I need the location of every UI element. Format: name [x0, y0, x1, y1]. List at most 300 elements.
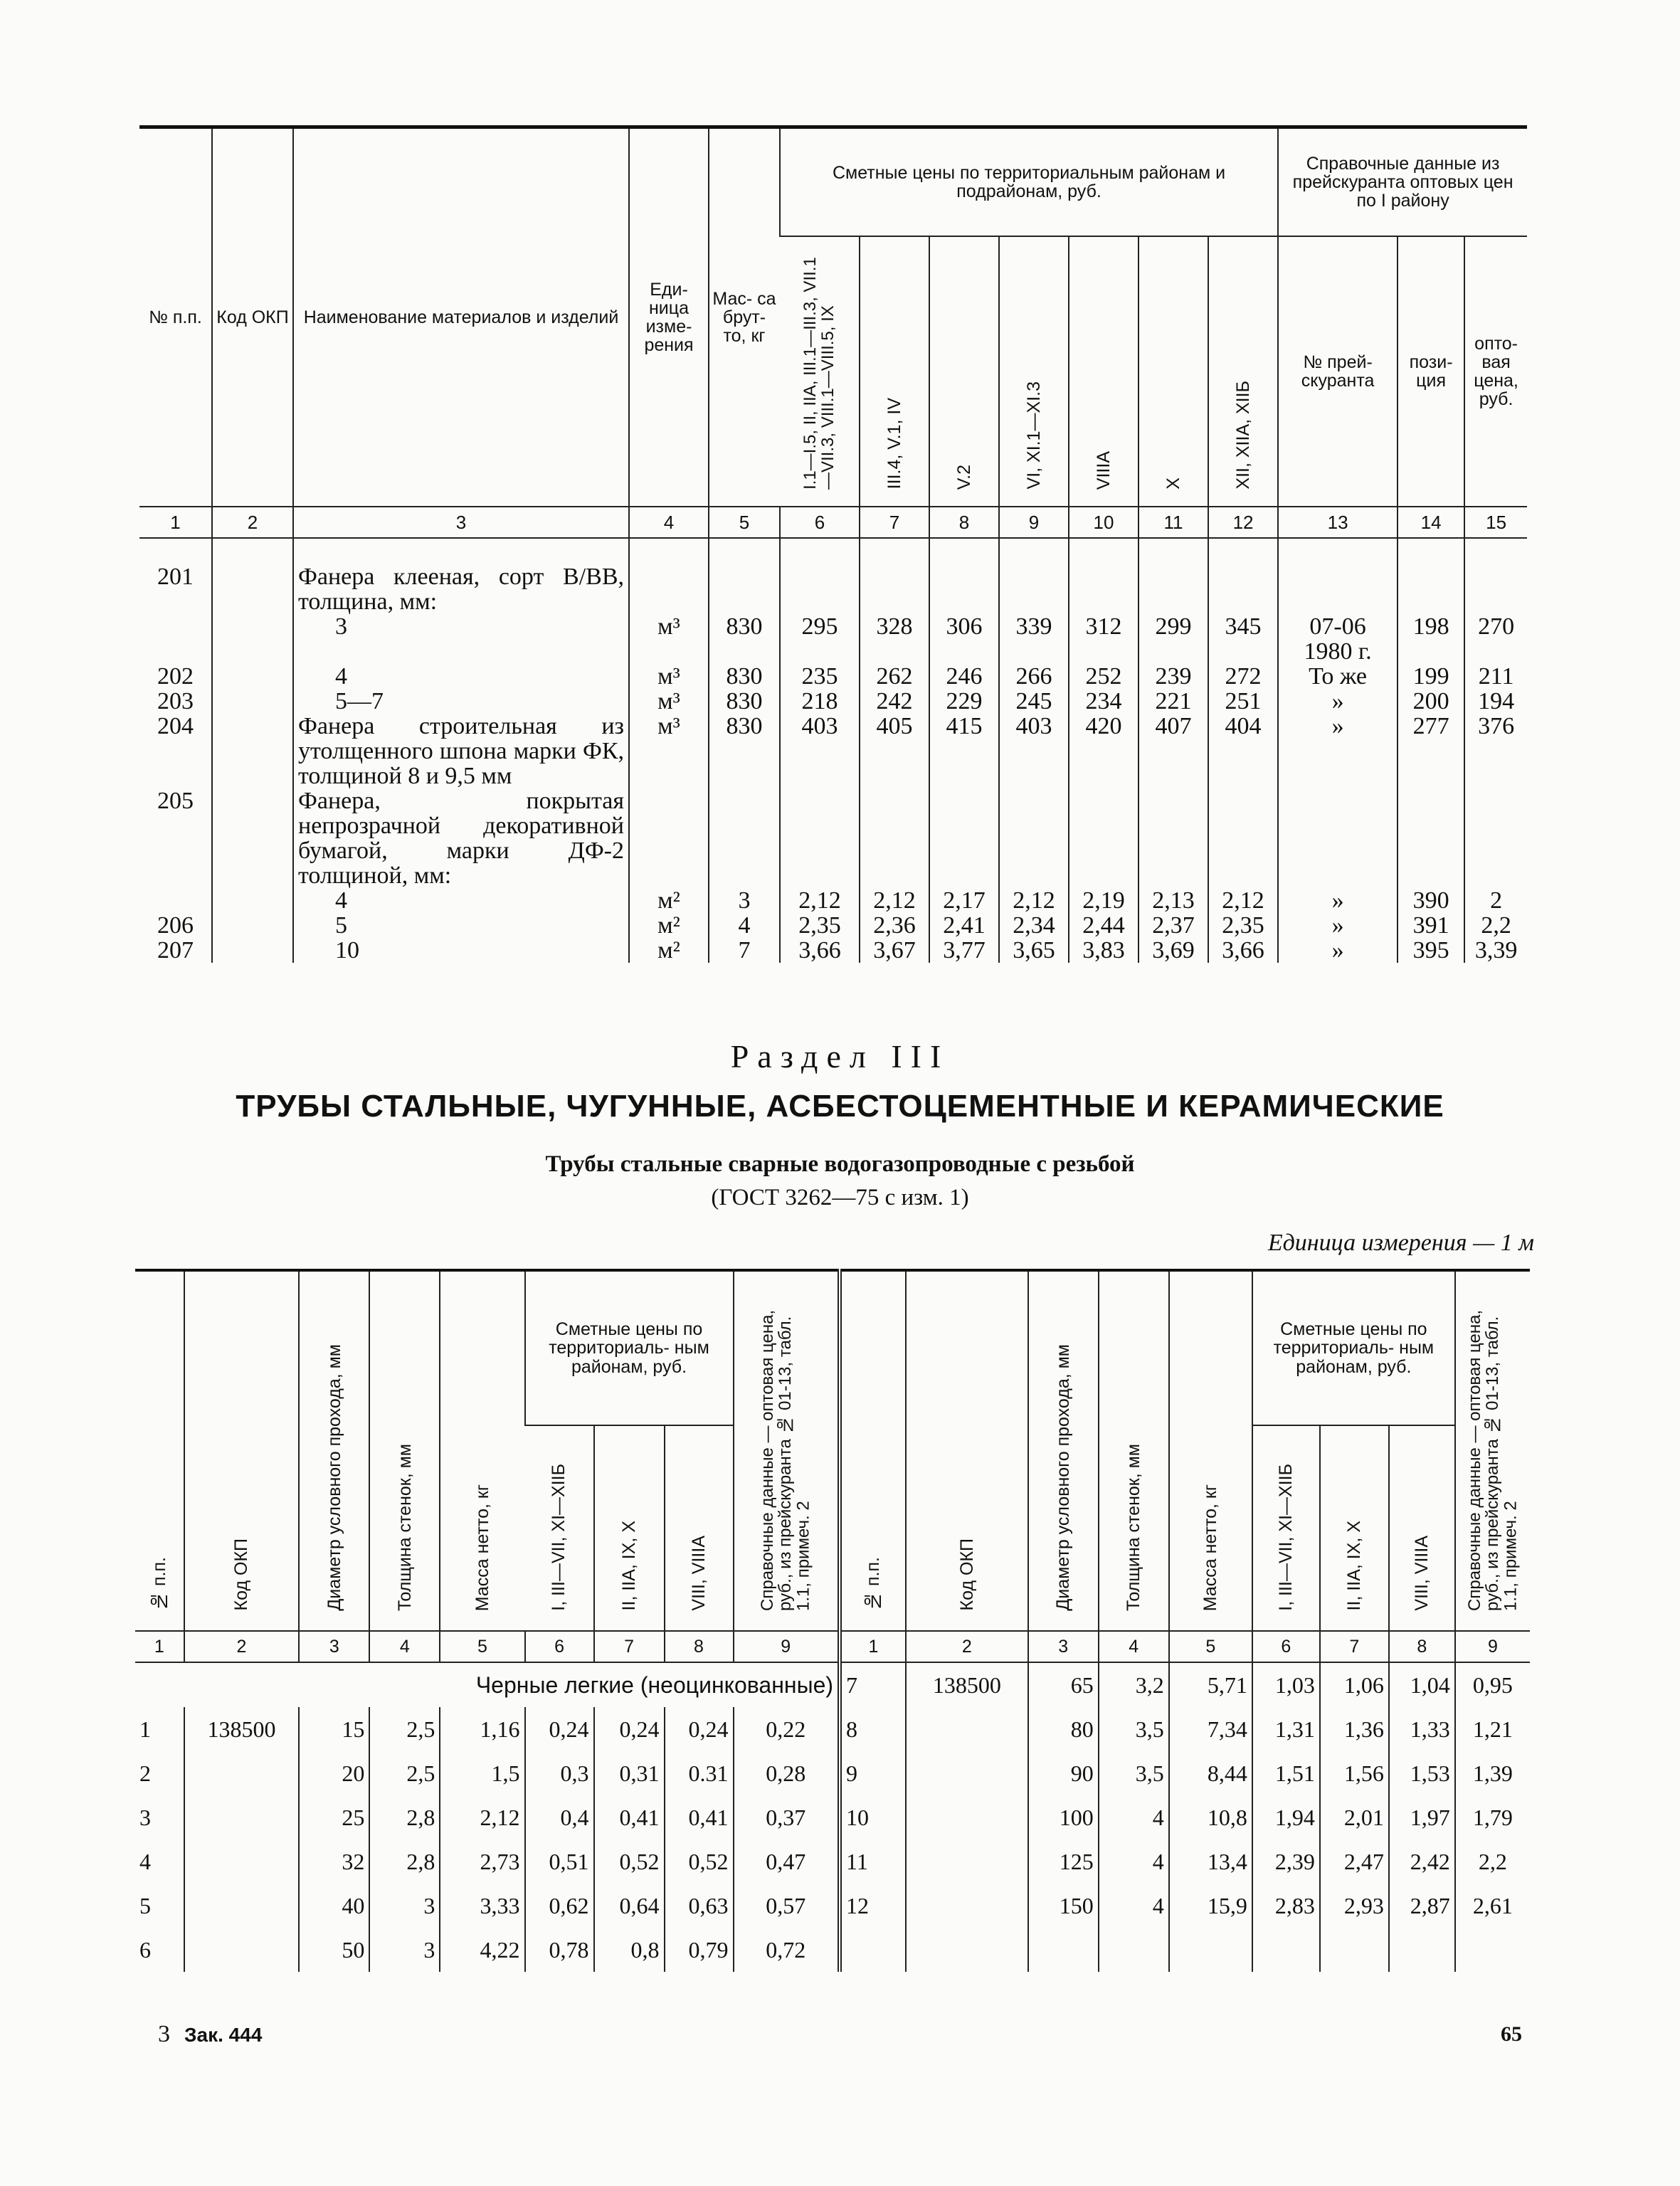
unit-cell: м²	[629, 888, 709, 913]
table-subtitle: Трубы стальные сварные водогазопроводные с резьбой	[545, 1151, 1135, 1177]
price-cell: 405	[860, 714, 929, 788]
price-cell: 2,17	[929, 888, 999, 913]
row-number: 206	[157, 912, 194, 939]
wall-cell: 3,2	[1099, 1662, 1169, 1707]
col-header-pricelist: № прей- скуранта	[1278, 236, 1398, 507]
mass-cell: 3,33	[440, 1884, 524, 1928]
col-header-name: Наименование материалов и изделий	[293, 127, 629, 507]
wholesale-cell	[1464, 564, 1527, 614]
okp-code	[212, 888, 293, 913]
price-cell: 3,67	[860, 938, 929, 963]
col-header-diameter: Диаметр условного прохода, мм	[299, 1270, 369, 1631]
table-row	[135, 1884, 1530, 1928]
section-title: ТРУБЫ СТАЛЬНЫЕ, ЧУГУННЫЕ, АСБЕСТОЦЕМЕНТНЫЕ И КЕРАМИЧЕСКИЕ	[236, 1089, 1444, 1124]
col-header-num: № п.п.	[139, 127, 212, 507]
diameter-cell: 125	[1028, 1839, 1099, 1884]
diameter-cell: 50	[299, 1928, 369, 1972]
position-cell: 198	[1398, 614, 1464, 664]
column-number: 3	[299, 1631, 369, 1662]
row-number: 8	[840, 1707, 906, 1751]
price-cell: 299	[1139, 614, 1208, 664]
price-cell: 0,8	[594, 1928, 665, 1972]
col-header-region: VIII, VIIIA	[665, 1425, 734, 1631]
column-number: 11	[1139, 507, 1208, 538]
unit-cell: м³	[629, 689, 709, 714]
wholesale-cell: 3,39	[1464, 938, 1527, 963]
price-cell	[860, 788, 929, 888]
col-header-diameter: Диаметр условного прохода, мм	[1028, 1270, 1099, 1631]
table-row	[135, 1795, 1530, 1839]
price-cell: 2,12	[1208, 888, 1278, 913]
price-cell: 1,04	[1389, 1662, 1455, 1707]
material-name: Фанера строительная из утолщенного шпона марки ФК, толщиной 8 и 9,5 мм	[293, 714, 629, 788]
wall-cell: 2,8	[369, 1795, 440, 1839]
column-number: 7	[860, 507, 929, 538]
price-cell: 235	[780, 664, 860, 689]
mass-cell: 15,9	[1169, 1884, 1252, 1928]
row-number: 1	[139, 1716, 151, 1742]
col-header-code: Код ОКП	[212, 127, 293, 507]
wholesale-cell: 194	[1464, 689, 1527, 714]
price-cell: 262	[860, 664, 929, 689]
column-number: 6	[1252, 1631, 1320, 1662]
col-header-mass: Масса нетто, кг	[440, 1270, 524, 1631]
col-header-wholesale: опто- вая цена, руб.	[1464, 236, 1527, 507]
col-header-region: I, III—VII, XI—XIIБ	[549, 1464, 569, 1611]
pricelist-cell: »	[1278, 938, 1398, 963]
price-cell: 229	[929, 689, 999, 714]
position-cell	[1398, 788, 1464, 888]
unit-cell: м²	[629, 938, 709, 963]
column-number: 3	[1028, 1631, 1099, 1662]
footer-sheet: 3 Зак. 444	[158, 2021, 263, 2047]
price-cell: 1,94	[1252, 1795, 1320, 1839]
reference-price-cell: 2,61	[1455, 1884, 1530, 1928]
column-number: 6	[525, 1631, 594, 1662]
price-cell: 295	[780, 614, 860, 664]
mass-cell: 3	[709, 888, 780, 913]
column-number: 6	[780, 507, 860, 538]
column-number: 1	[840, 1631, 906, 1662]
wholesale-cell	[1464, 788, 1527, 888]
mass-cell: 7	[709, 938, 780, 963]
okp-code	[212, 788, 293, 888]
unit-cell	[629, 788, 709, 888]
price-cell: 252	[1069, 664, 1139, 689]
price-cell: 2,47	[1320, 1839, 1389, 1884]
column-number-row	[135, 1631, 1530, 1662]
price-cell	[1069, 564, 1139, 614]
price-cell	[929, 788, 999, 888]
row-number: 203	[157, 688, 194, 714]
section-label: Раздел III	[730, 1038, 950, 1074]
price-cell: 242	[860, 689, 929, 714]
price-cell: 306	[929, 614, 999, 664]
column-number: 3	[293, 507, 629, 538]
col-header-wall: Толщина стенок, мм	[1099, 1270, 1169, 1631]
price-cell: 3,69	[1139, 938, 1208, 963]
price-cell: 1,03	[1252, 1662, 1320, 1707]
okp-code	[212, 564, 293, 614]
wall-cell: 2,5	[369, 1751, 440, 1795]
column-number: 5	[1169, 1631, 1252, 1662]
mass-cell: 8,44	[1169, 1751, 1252, 1795]
okp-code	[212, 689, 293, 714]
material-name: 4	[293, 888, 629, 913]
column-number: 8	[929, 507, 999, 538]
row-number: 11	[840, 1839, 906, 1884]
footer-order: Зак. 444	[184, 2024, 263, 2046]
reference-price-cell: 0,22	[734, 1707, 840, 1751]
diameter-cell: 25	[299, 1795, 369, 1839]
price-cell: 3,65	[999, 938, 1069, 963]
col-header-region: II, IIА, IX, X	[594, 1425, 665, 1631]
okp-code	[212, 664, 293, 689]
mass-cell: 13,4	[1169, 1839, 1252, 1884]
row-number	[139, 888, 212, 913]
price-cell	[1069, 788, 1139, 888]
mass-cell: 2,73	[440, 1839, 524, 1884]
pricelist-cell: »	[1278, 714, 1398, 788]
gost-reference: (ГОСТ 3262—75 с изм. 1)	[711, 1185, 969, 1210]
pricelist-cell: То же	[1278, 664, 1398, 689]
col-group-reference: Справочные данные из прейскуранта оптовых цен по I району	[1278, 127, 1527, 237]
col-header-region-6: X	[1139, 236, 1208, 507]
okp-code	[906, 1884, 1028, 1928]
material-name: 10	[293, 938, 629, 963]
column-number: 1	[139, 507, 212, 538]
wall-cell: 3	[369, 1928, 440, 1972]
price-cell: 3,83	[1069, 938, 1139, 963]
row-number: 9	[840, 1751, 906, 1795]
row-number: 7	[840, 1662, 906, 1707]
price-cell: 3,77	[929, 938, 999, 963]
okp-code	[212, 913, 293, 938]
col-header-code: Код ОКП	[184, 1270, 300, 1631]
row-number: 207	[157, 937, 194, 963]
table-row	[139, 664, 1527, 689]
price-cell: 272	[1208, 664, 1278, 689]
price-cell: 0,64	[594, 1884, 665, 1928]
price-cell: 0,4	[525, 1795, 594, 1839]
price-cell: 328	[860, 614, 929, 664]
table-row	[135, 1662, 1530, 1707]
okp-code	[212, 714, 293, 788]
position-cell: 395	[1398, 938, 1464, 963]
price-cell: 0,41	[594, 1795, 665, 1839]
mass-cell: 7,34	[1169, 1707, 1252, 1751]
pricelist-cell: »	[1278, 913, 1398, 938]
unit-cell: м²	[629, 913, 709, 938]
column-number: 8	[665, 1631, 734, 1662]
price-cell: 2,41	[929, 913, 999, 938]
price-cell: 2,35	[1208, 913, 1278, 938]
diameter-cell: 32	[299, 1839, 369, 1884]
column-number: 15	[1464, 507, 1527, 538]
price-cell: 251	[1208, 689, 1278, 714]
col-header-wall: Толщина стенок, мм	[369, 1270, 440, 1631]
diameter-cell: 80	[1028, 1707, 1099, 1751]
okp-code	[184, 1928, 300, 1972]
table-row	[139, 788, 1527, 888]
price-cell: 239	[1139, 664, 1208, 689]
price-cell: 0,31	[594, 1751, 665, 1795]
position-cell: 277	[1398, 714, 1464, 788]
col-header-region-5: VIIIA	[1069, 236, 1139, 507]
mass-cell: 1,5	[440, 1751, 524, 1795]
price-cell	[1208, 788, 1278, 888]
col-header-unit: Еди- ница изме- рения	[629, 127, 709, 507]
diameter-cell: 90	[1028, 1751, 1099, 1795]
mass-cell	[709, 564, 780, 614]
price-cell: 1,33	[1389, 1707, 1455, 1751]
col-header-region-4: VI, XI.1—XI.3	[999, 236, 1069, 507]
price-cell	[1208, 564, 1278, 614]
reference-price-cell: 0,37	[734, 1795, 840, 1839]
okp-code	[184, 1795, 300, 1839]
price-cell: 345	[1208, 614, 1278, 664]
price-cell: 2,19	[1069, 888, 1139, 913]
reference-price-cell: 1,21	[1455, 1707, 1530, 1751]
price-cell: 339	[999, 614, 1069, 664]
table-row	[135, 1707, 1530, 1751]
mass-cell: 4	[709, 913, 780, 938]
price-cell	[1139, 788, 1208, 888]
table-row	[139, 614, 1527, 664]
okp-code	[184, 1884, 300, 1928]
row-number: 3	[139, 1804, 151, 1830]
price-cell: 1,56	[1320, 1751, 1389, 1795]
col-group-prices: Сметные цены по территориаль- ным районам, руб.	[1252, 1270, 1455, 1425]
price-cell: 0,24	[665, 1707, 734, 1751]
row-number: 204	[157, 713, 194, 739]
reference-price-cell: 1,79	[1455, 1795, 1530, 1839]
reference-price-cell: 0,72	[734, 1928, 840, 1972]
diameter-cell: 150	[1028, 1884, 1099, 1928]
reference-price-cell: 0,57	[734, 1884, 840, 1928]
material-name: 5—7	[293, 689, 629, 714]
diameter-cell: 20	[299, 1751, 369, 1795]
price-cell: 2,44	[1069, 913, 1139, 938]
price-cell: 0,3	[525, 1751, 594, 1795]
position-cell: 200	[1398, 689, 1464, 714]
column-number: 2	[212, 507, 293, 538]
unit-cell: м³	[629, 614, 709, 664]
price-cell: 2,42	[1389, 1839, 1455, 1884]
price-cell: 404	[1208, 714, 1278, 788]
unit-of-measure: Единица измерения — 1 м	[1267, 1230, 1534, 1256]
col-header-reference: Справочные данные — оптовая цена, руб., из прейскуранта № 01-13, табл. 1.1, примеч. 2	[734, 1270, 840, 1631]
col-group-prices: Сметные цены по территориальным районам и подрайонам, руб.	[780, 127, 1278, 237]
wholesale-cell: 270	[1464, 614, 1527, 664]
price-cell: 0,51	[525, 1839, 594, 1884]
mass-cell: 4,22	[440, 1928, 524, 1972]
table-row	[139, 938, 1527, 963]
price-cell: 0,79	[665, 1928, 734, 1972]
reference-price-cell: 0,28	[734, 1751, 840, 1795]
position-cell: 390	[1398, 888, 1464, 913]
col-group-prices: Сметные цены по территориаль- ным районам, руб.	[525, 1270, 734, 1425]
column-number: 1	[135, 1631, 184, 1662]
price-cell	[860, 564, 929, 614]
column-number: 7	[594, 1631, 665, 1662]
table-row	[139, 714, 1527, 788]
col-header-region: I, III—VII, XI—XIIБ	[1252, 1425, 1320, 1631]
price-cell: 1,06	[1320, 1662, 1389, 1707]
reference-price-cell: 1,39	[1455, 1751, 1530, 1795]
material-name: Фанера, покрытая непрозрачной декоративной бумагой, марки ДФ-2 толщиной, мм:	[293, 788, 629, 888]
col-header-region: II, IIА, IX, X	[1320, 1425, 1389, 1631]
material-name: 4	[293, 664, 629, 689]
row-number: 4	[139, 1848, 151, 1874]
price-cell: 2,37	[1139, 913, 1208, 938]
table-row	[135, 1928, 1530, 1972]
column-number: 13	[1278, 507, 1398, 538]
pricelist-cell: 07-06 1980 г.	[1278, 614, 1398, 664]
price-cell: 221	[1139, 689, 1208, 714]
price-cell: 2,93	[1320, 1884, 1389, 1928]
okp-code	[906, 1751, 1028, 1795]
column-number: 12	[1208, 507, 1278, 538]
row-number: 202	[157, 663, 194, 690]
price-cell: 312	[1069, 614, 1139, 664]
price-cell: 0.31	[665, 1751, 734, 1795]
mass-cell: 830	[709, 689, 780, 714]
price-cell: 2,13	[1139, 888, 1208, 913]
reference-price-cell: 2,2	[1455, 1839, 1530, 1884]
column-number: 9	[999, 507, 1069, 538]
row-number: 10	[840, 1795, 906, 1839]
price-cell: 403	[999, 714, 1069, 788]
col-header-num: № п.п.	[135, 1270, 184, 1631]
pricelist-cell: »	[1278, 689, 1398, 714]
diameter-cell: 15	[299, 1707, 369, 1751]
okp-code	[212, 938, 293, 963]
price-cell: 2,87	[1389, 1884, 1455, 1928]
column-number: 4	[629, 507, 709, 538]
price-cell: 2,01	[1320, 1795, 1389, 1839]
okp-code	[184, 1839, 300, 1884]
price-cell: 1,53	[1389, 1751, 1455, 1795]
price-cell: 1,51	[1252, 1751, 1320, 1795]
row-number	[139, 614, 212, 664]
price-cell	[780, 788, 860, 888]
price-cell	[929, 564, 999, 614]
price-cell	[999, 788, 1069, 888]
wall-cell: 2,5	[369, 1707, 440, 1751]
price-cell: 0,24	[525, 1707, 594, 1751]
pricelist-cell	[1278, 564, 1398, 614]
column-number: 9	[1455, 1631, 1530, 1662]
price-cell: 0,52	[665, 1839, 734, 1884]
price-cell: 0,41	[665, 1795, 734, 1839]
diameter-cell: 100	[1028, 1795, 1099, 1839]
price-cell	[780, 564, 860, 614]
col-header-region-3: V.2	[929, 236, 999, 507]
row-number: 5	[139, 1892, 151, 1918]
col-header-code: Код ОКП	[906, 1270, 1028, 1631]
price-cell: 3,66	[1208, 938, 1278, 963]
col-header-region-2: III.4, V.1, IV	[860, 236, 929, 507]
category-heading: Черные легкие (неоцинкованные)	[475, 1672, 834, 1698]
table-row	[139, 913, 1527, 938]
wholesale-cell: 2,2	[1464, 913, 1527, 938]
row-number: 12	[840, 1884, 906, 1928]
col-header-region: VIII, VIIIA	[1389, 1425, 1455, 1631]
table-row	[139, 564, 1527, 614]
row-number: 2	[139, 1760, 151, 1786]
wall-cell: 4	[1099, 1839, 1169, 1884]
column-number-row	[139, 507, 1527, 538]
wall-cell: 4	[1099, 1884, 1169, 1928]
col-header-num: № п.п.	[840, 1270, 906, 1631]
unit-cell: м³	[629, 664, 709, 689]
row-number: 205	[157, 788, 194, 814]
column-number: 5	[440, 1631, 524, 1662]
column-number: 8	[1389, 1631, 1455, 1662]
mass-cell: 10,8	[1169, 1795, 1252, 1839]
mass-cell: 1,16	[440, 1707, 524, 1751]
column-number: 2	[906, 1631, 1028, 1662]
reference-price-cell: 0,95	[1455, 1662, 1530, 1707]
price-cell: 0,52	[594, 1839, 665, 1884]
mass-cell	[709, 788, 780, 888]
okp-code	[906, 1839, 1028, 1884]
diameter-cell: 40	[299, 1884, 369, 1928]
price-cell: 2,35	[780, 913, 860, 938]
okp-code: 138500	[184, 1707, 300, 1751]
pipes-price-table	[135, 1269, 1530, 1972]
price-cell: 0,78	[525, 1928, 594, 1972]
table-row	[135, 1839, 1530, 1884]
diameter-cell: 65	[1028, 1662, 1099, 1707]
price-cell: 2,12	[999, 888, 1069, 913]
table-row	[139, 888, 1527, 913]
price-cell: 1,36	[1320, 1707, 1389, 1751]
price-cell: 2,36	[860, 913, 929, 938]
price-cell: 0,62	[525, 1884, 594, 1928]
wholesale-cell: 211	[1464, 664, 1527, 689]
price-cell: 0,63	[665, 1884, 734, 1928]
column-number: 2	[184, 1631, 300, 1662]
unit-cell: м³	[629, 714, 709, 788]
price-cell: 234	[1069, 689, 1139, 714]
position-cell	[1398, 564, 1464, 614]
wall-cell: 3,5	[1099, 1751, 1169, 1795]
materials-price-table	[139, 125, 1527, 963]
col-header-region-1: I.1—I.5, II, IIА, III.1—III.3, VII.1—VII.3, VIII.1—VIII.5, IX	[801, 256, 838, 490]
price-cell: 403	[780, 714, 860, 788]
mass-cell: 830	[709, 614, 780, 664]
price-cell	[1139, 564, 1208, 614]
material-name: 3	[293, 614, 629, 664]
price-cell: 2,83	[1252, 1884, 1320, 1928]
price-cell: 1,31	[1252, 1707, 1320, 1751]
col-header-mass: Масса нетто, кг	[1169, 1270, 1252, 1631]
col-header-position: пози- ция	[1398, 236, 1464, 507]
material-name: Фанера клееная, сорт В/ВВ, толщина, мм:	[293, 564, 629, 614]
wholesale-cell: 376	[1464, 714, 1527, 788]
pricelist-cell	[1278, 788, 1398, 888]
okp-code	[184, 1751, 300, 1795]
mass-cell: 830	[709, 664, 780, 689]
row-number: 6	[139, 1936, 151, 1963]
price-cell: 415	[929, 714, 999, 788]
okp-code	[906, 1707, 1028, 1751]
price-cell: 246	[929, 664, 999, 689]
price-cell: 1,97	[1389, 1795, 1455, 1839]
material-name: 5	[293, 913, 629, 938]
